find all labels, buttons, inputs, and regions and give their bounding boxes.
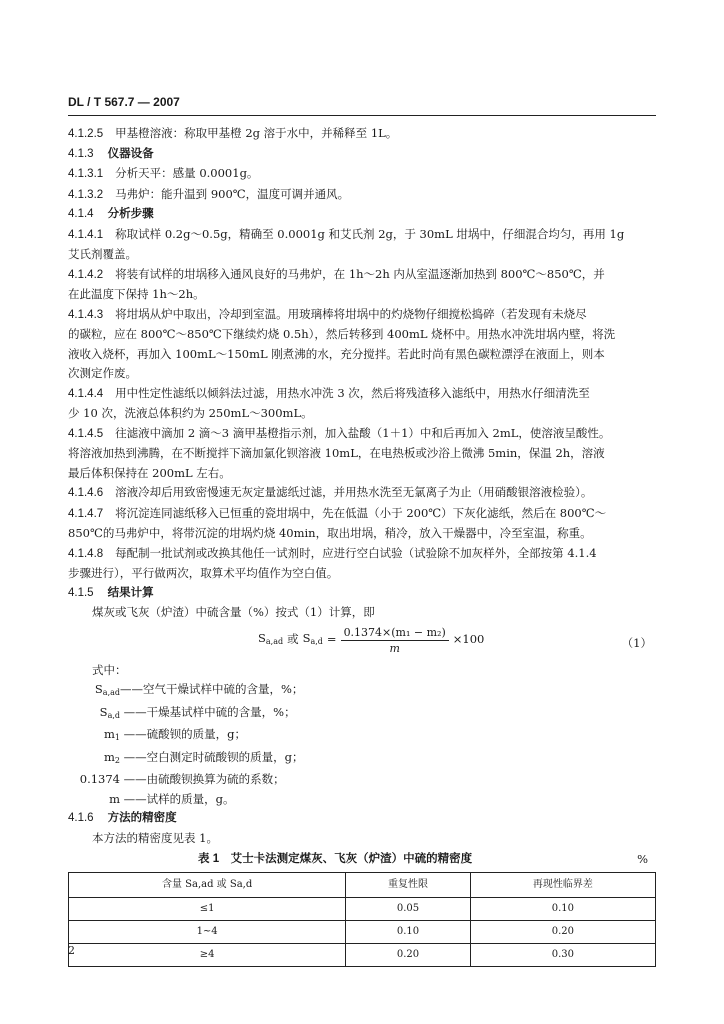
- clause-text: 甲基橙溶液：称取甲基橙 2g 溶于水中，并稀释至 1L。: [115, 126, 398, 140]
- definition-symbol: [68, 770, 120, 790]
- clause-continuation: 步骤进行），平行做两次，取算术平均值作为空白值。: [68, 566, 339, 580]
- clause-number: 4.1.4.4: [68, 387, 104, 400]
- clause-line: [68, 124, 656, 145]
- table-cell: 0.10: [470, 898, 655, 921]
- clause-number: 4.1.4.1: [68, 228, 104, 241]
- table-header-cell: 含量 Sa,ad 或 Sa,d: [69, 873, 346, 898]
- clause-number: 4.1.4.3: [68, 308, 104, 321]
- definition-text: ——试样的质量，g。: [120, 791, 235, 806]
- precision-table: [68, 872, 656, 967]
- clause-continuation: 最后体积保持在 200mL 左右。: [68, 465, 231, 480]
- formula-lhs-a: S: [258, 630, 266, 645]
- definition-line: [68, 790, 656, 810]
- formula-lhs-b: S: [302, 630, 311, 645]
- definition-text: ——空白测定时硫酸钡的质量，g；: [120, 749, 304, 764]
- clause-text: 往滤液中滴加 2 滴～3 滴甲基橙指示剂，加入盐酸（1＋1）中和后再加入 2mL，使溶液呈酸性。: [115, 425, 611, 440]
- indented-text: 煤灰或飞灰（炉渣）中硫含量（%）按式（1）计算，即: [92, 605, 375, 619]
- definition-line: [68, 680, 656, 703]
- section-number: 4.1.5: [68, 586, 94, 599]
- clause-continuation: 少 10 次，洗液总体积约为 250mL～300mL。: [68, 406, 313, 420]
- section-number: 4.1.3: [68, 147, 94, 160]
- clause-text: 将装有试样的坩埚移入通风良好的马弗炉，在 1h～2h 内从室温逐渐加热到 800℃～850℃，并: [115, 266, 605, 281]
- clause-continuation: 将溶液加热到沸腾，在不断搅拌下滴加氯化钡溶液 10mL，在电热板或沙浴上微沸 5min，保温 2h，溶液: [68, 446, 605, 460]
- symbol-subscript: a,d: [107, 710, 120, 720]
- page-content: [68, 124, 656, 967]
- table-caption: 表 1 艾士卡法测定煤灰、飞灰（炉渣）中硫的精密度: [198, 853, 473, 865]
- clause-text: 每配制一批试剂或改换其他任一试剂时，应进行空白试验（试验除不加灰样外，全部按第 4.1.4: [115, 545, 597, 560]
- clause-number: 4.1.3.1: [68, 168, 104, 180]
- symbol-base: m: [109, 791, 120, 806]
- definition-line: [68, 770, 656, 790]
- definition-text: ——硫酸钡的质量，g；: [120, 727, 247, 741]
- symbol-subscript: a,ad: [102, 688, 120, 697]
- table-header-row: [69, 873, 656, 898]
- clause-line: [68, 225, 656, 246]
- clause-continuation: 的碳粒，应在 800℃～850℃下继续灼烧 0.5h），然后转移到 400mL 烧杯中。用热水冲洗坩埚内壁，将洗: [68, 327, 616, 341]
- clause-number: 4.1.4.5: [68, 427, 104, 440]
- clause-text: 用中性定性滤纸以倾斜法过滤，用热水冲洗 3 次，然后将残渣移入滤纸中，用热水仔细清洗至: [115, 385, 590, 400]
- table-unit: %: [637, 852, 648, 866]
- symbol-base: S: [99, 704, 108, 719]
- table-cell: 0.20: [346, 944, 471, 967]
- table-cell: 0.10: [346, 921, 471, 944]
- definition-text: ——空气干燥试样中硫的含量，%；: [120, 682, 304, 696]
- section-heading: [68, 145, 656, 165]
- clause-continuation: 液收入烧杯，再加入 100mL～150mL 刚煮沸的水，充分搅拌。若此时尚有黑色碳粒漂浮在液面上，则本: [68, 346, 605, 361]
- section-number: 4.1.6: [68, 812, 94, 824]
- page-number: 2: [68, 944, 75, 957]
- section-heading: [68, 809, 656, 829]
- symbol-base: m: [104, 727, 115, 741]
- table-header-cell: 再现性临界差: [470, 873, 655, 898]
- clause-line: [68, 544, 656, 565]
- table-row: [69, 898, 656, 921]
- equation-number: （1）: [621, 635, 652, 650]
- clause-continuation: 艾氏剂覆盖。: [68, 247, 137, 261]
- formula-lhs-b-sub: a,d: [310, 636, 323, 646]
- clause-number: 4.1.4.2: [68, 268, 104, 281]
- definitions-list: [68, 680, 656, 809]
- symbol-base: m: [104, 749, 115, 764]
- clause-line: [68, 305, 656, 326]
- definition-text: ——干燥基试样中硫的含量，%；: [120, 704, 296, 719]
- section-number: 4.1.4: [68, 208, 94, 220]
- clause-number: 4.1.3.2: [68, 188, 104, 201]
- symbol-base: 0.1374: [79, 772, 120, 786]
- table-body: [69, 898, 656, 967]
- clause-text: 溶液冷却后用致密慢速无灰定量滤纸过滤，并用热水洗至无氯离子为止（用硝酸银溶液检验）。: [115, 485, 593, 499]
- symbol-subscript: 2: [114, 755, 120, 765]
- table-cell: 0.30: [470, 944, 655, 967]
- section-heading: [68, 584, 656, 604]
- document-id: DL / T 567.7 — 2007: [68, 95, 180, 109]
- table-cell: ≥4: [69, 944, 346, 967]
- formula-numerator: 0.1374×(m₁ − m₂): [341, 625, 449, 641]
- clause-line: [68, 504, 656, 525]
- clause-line: [68, 424, 656, 445]
- clause-line: [68, 185, 656, 206]
- definition-line: [68, 703, 656, 726]
- table-caption-row: [68, 850, 656, 872]
- clause-text: 分析天平：感量 0.0001g。: [115, 166, 259, 180]
- formula-times: ×100: [452, 632, 485, 647]
- formula-fraction: [341, 625, 449, 656]
- definition-line: [68, 725, 656, 748]
- clause-text: 称取试样 0.2g～0.5g，精确至 0.0001g 和艾氏剂 2g，于 30mL 坩埚中，仔细混合均匀，再用 1g: [115, 226, 625, 241]
- formula-denominator: m: [389, 641, 400, 655]
- formula-or: 或: [287, 632, 299, 647]
- where-label: 式中：: [92, 662, 127, 677]
- clause-text: 马弗炉：能升温到 900℃，温度可调并通风。: [115, 186, 350, 201]
- section-heading: [68, 205, 656, 225]
- clause-text: 将坩埚从炉中取出，冷却到室温。用玻璃棒将坩埚中的灼烧物仔细搅松捣碎（若发现有未烧尽: [115, 306, 587, 321]
- symbol-base: S: [94, 682, 103, 696]
- formula-lhs-a-sub: a,ad: [265, 636, 284, 646]
- clause-line: [68, 265, 656, 286]
- section-title: 分析步骤: [107, 208, 154, 220]
- definition-symbol: [68, 790, 120, 810]
- table-cell: 0.20: [470, 921, 655, 944]
- clause-number: 4.1.4.6: [68, 487, 104, 499]
- definition-text: ——由硫酸钡换算为硫的系数；: [120, 772, 285, 786]
- definition-line: [68, 748, 656, 771]
- table-row: [69, 921, 656, 944]
- header-rule: [68, 115, 656, 116]
- formula-expression: [258, 625, 484, 656]
- body-text: [68, 124, 656, 623]
- clause-number: 4.1.2.5: [68, 128, 104, 140]
- table-cell: 0.05: [346, 898, 471, 921]
- section-title: 结果计算: [107, 586, 154, 599]
- table-header-cell: 重复性限: [346, 873, 471, 898]
- section-title: 方法的精密度: [107, 812, 177, 824]
- section-title: 仪器设备: [107, 147, 154, 160]
- symbol-subscript: 1: [114, 733, 120, 742]
- clause-continuation: 850℃的马弗炉中，将带沉淀的坩埚灼烧 40min，取出坩埚，稍冷，放入干燥器中，冷至室温，称重。: [68, 526, 592, 540]
- clause-line: [68, 384, 656, 405]
- definition-symbol: [68, 725, 120, 748]
- clause-number: 4.1.4.8: [68, 547, 104, 560]
- definition-symbol: [68, 680, 120, 703]
- clause-line: [68, 483, 656, 504]
- formula-1: [68, 623, 656, 661]
- table-row: [69, 944, 656, 967]
- precision-note: 本方法的精密度见表 1。: [92, 830, 218, 845]
- clause-line: [68, 164, 656, 185]
- clause-number: 4.1.4.7: [68, 507, 104, 520]
- definition-symbol: [68, 748, 120, 771]
- definition-symbol: [68, 703, 120, 726]
- clause-continuation: 次测定作废。: [68, 366, 137, 380]
- table-cell: 1~4: [69, 921, 346, 944]
- table-cell: ≤1: [69, 898, 346, 921]
- clause-text: 将沉淀连同滤纸移入已恒重的瓷坩埚中，先在低温（小于 200℃）下灰化滤纸，然后在 800℃～: [115, 505, 607, 520]
- formula-equals: =: [326, 632, 337, 647]
- clause-continuation: 在此温度下保持 1h～2h。: [68, 287, 205, 301]
